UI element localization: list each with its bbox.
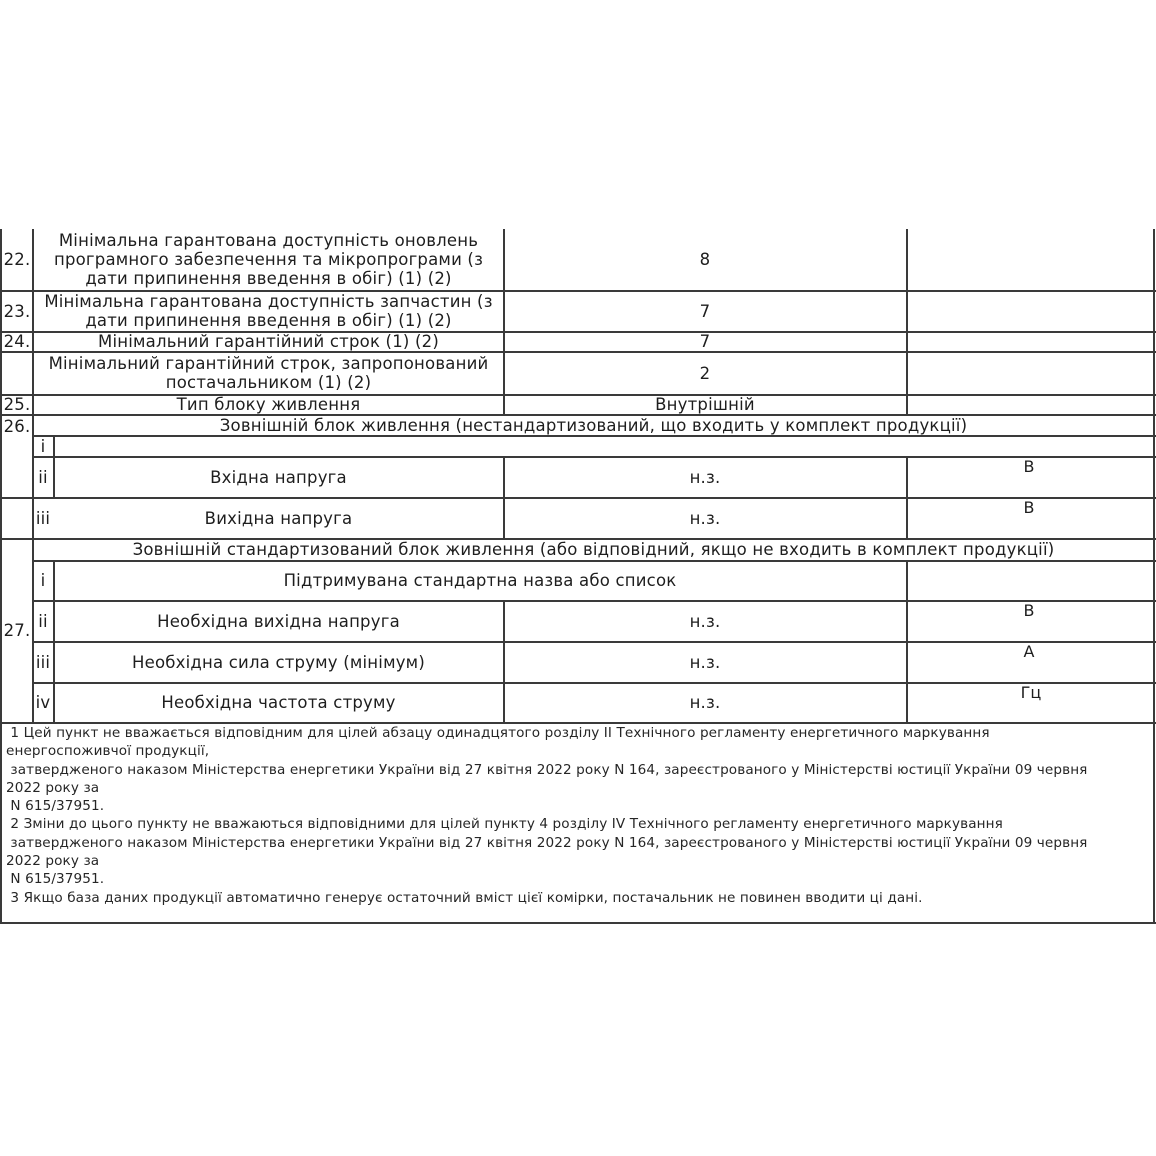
row-value: Внутрішній (655, 395, 755, 414)
row-label: Мінімальний гарантійний строк, запропонований постачальником (1) (2) (48, 354, 489, 392)
row-number: 25. (3, 395, 31, 414)
column-divider (53, 560, 55, 722)
sub-row-value: н.з. (689, 611, 721, 631)
sub-row-number: ii (38, 467, 48, 487)
sub-row-number: ii (38, 611, 48, 631)
footnotes (6, 724, 1156, 907)
row-value: 7 (699, 301, 711, 321)
row-label: Мінімальний гарантійний строк (1) (2) (98, 332, 439, 351)
footnote-line: 2022 року за (6, 779, 100, 796)
footnote-line: затвердженого наказом Міністерства енергетики України від 27 квітня 2022 року N 164, зареєстрованого у Міністерстві юстиції України 09 червня (6, 834, 1088, 851)
sub-row-number: i (40, 571, 46, 590)
sub-row-label: Необхідна сила струму (мінімум) (132, 652, 425, 672)
row-number: 23. (3, 301, 31, 321)
unit-label: В (1023, 457, 1035, 476)
row-divider (32, 435, 1156, 437)
table-bottom-border (0, 922, 1156, 924)
column-divider (906, 560, 908, 722)
column-divider (53, 435, 55, 497)
sub-row-number: iv (35, 693, 51, 712)
sub-row-number: iii (35, 652, 51, 672)
section-header: Зовнішній стандартизований блок живлення (або відповідний, якщо не входить в комплект продукції) (132, 540, 1055, 559)
sub-row-value: н.з. (689, 652, 721, 672)
sub-row-value: н.з. (689, 693, 721, 712)
sub-row-label: Необхідна частота струму (161, 693, 396, 712)
row-number: 26. (3, 417, 31, 436)
column-divider (906, 229, 908, 414)
row-number: 22. (3, 250, 31, 269)
footnote-line: енергоспоживчої продукції, (6, 743, 210, 760)
sub-row-label: Вхідна напруга (210, 467, 347, 487)
footnote-line: 2022 року за (6, 853, 100, 870)
unit-label: Гц (1020, 683, 1042, 702)
row-label: Мінімальна гарантована доступність запчастин (з дати припинення введення в обіг) (1) (2) (44, 292, 493, 330)
sub-row-label: Необхідна вихідна напруга (157, 611, 400, 631)
section-header: Зовнішній блок живлення (нестандартизований, що входить у комплект продукції) (219, 415, 968, 435)
footnote-line: затвердженого наказом Міністерства енергетики України від 27 квітня 2022 року N 164, зареєстрованого у Міністерстві юстиції України 09 червня (6, 761, 1088, 778)
unit-label: В (1023, 601, 1035, 620)
unit-label: В (1023, 498, 1035, 517)
row-label: Мінімальна гарантована доступність оновлень програмного забезпечення та мікропрограми (з дати припинення введення в обіг) (1) (2) (53, 231, 484, 288)
row-number: 27. (3, 621, 31, 640)
footnote-line: N 615/37951. (6, 871, 105, 888)
row-value: 8 (699, 250, 711, 269)
row-number: 24. (3, 332, 31, 351)
sub-row-number: iii (35, 508, 51, 528)
sub-row-label: Підтримувана стандартна назва або список (283, 571, 677, 590)
sub-row-label: Вихідна напруга (204, 508, 353, 528)
footnote-line: 1 Цей пункт не вважається відповідним для цілей абзацу одинадцятого розділу II Технічного регламенту енергетичного маркування (6, 725, 990, 741)
row-label: Тип блоку живлення (176, 395, 361, 414)
unit-label: А (1023, 642, 1035, 661)
sub-row-value: н.з. (689, 467, 721, 487)
sub-row-number: i (40, 436, 46, 456)
footnote-line: N 615/37951. (6, 798, 105, 815)
column-divider (906, 456, 908, 538)
row-value: 7 (699, 332, 711, 351)
footnote-line: 3 Якщо база даних продукції автоматично генерує остаточний вміст цієї комірки, постачальник не повинен вводити ці дані. (6, 889, 923, 906)
footnote-line: 2 Зміни до цього пункту не вважаються відповідними для цілей пункту 4 розділу IV Технічного регламенту енергетичного маркування (6, 816, 1003, 833)
row-value: 2 (699, 363, 711, 383)
sub-row-value: н.з. (689, 508, 721, 528)
product-info-table (0, 229, 1156, 924)
